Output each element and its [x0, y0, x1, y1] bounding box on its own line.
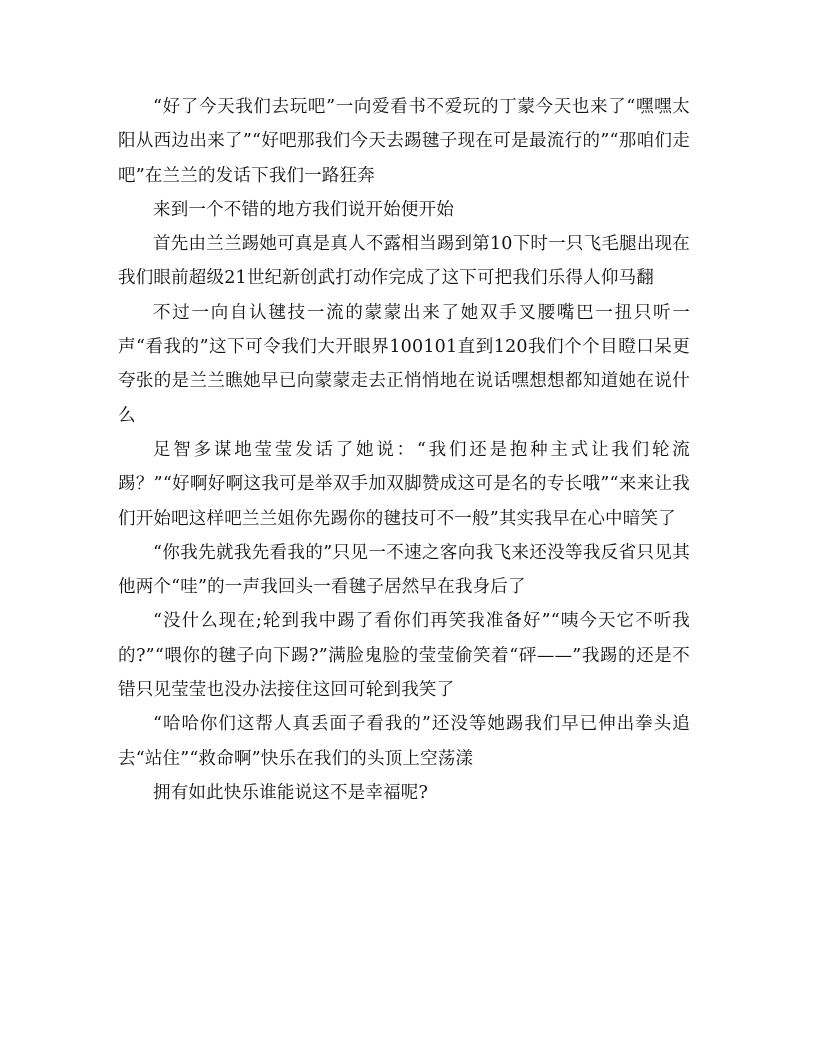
document-body	[118, 90, 690, 810]
paragraph-6: “你我先就我先看我的”只见一不速之客向我飞来还没等我反省只见其他两个“哇”的一声我回头一看毽子居然早在我身后了	[118, 542, 690, 598]
paragraph-9: 拥有如此快乐谁能说这不是幸福呢?	[153, 782, 429, 803]
paragraph-3: 首先由兰兰踢她可真是真人不露相当踢到第10下时一只飞毛腿出现在我们眼前超级21世纪新创武打动作完成了这下可把我们乐得人仰马翻	[118, 234, 690, 289]
paragraph-2: 来到一个不错的地方我们说开始便开始	[153, 199, 454, 220]
paragraph-5: 足智多谋地莹莹发话了她说：“我们还是抱种主式让我们轮流踢？”“好啊好啊这我可是举双手加双脚赞成这可是名的专长哦”“来来让我们开始吧这样吧兰兰姐你先踢你的毽技可不一般”其实我早在心中暗笑了	[118, 439, 690, 529]
paragraph-4: 不过一向自认毽技一流的蒙蒙出来了她双手叉腰嘴巴一扭只听一声“看我的”这下可令我们大开眼界100101直到120我们个个目瞪口呆更夸张的是兰兰瞧她早已向蒙蒙走去正悄悄地在说话嘿想想都知道她在说什么	[118, 302, 690, 426]
paragraph-8: “哈哈你们这帮人真丢面子看我的”还没等她踢我们早已伸出拳头追去“站住”“救命啊”快乐在我们的头顶上空荡漾	[118, 714, 690, 769]
paragraph-1: “好了今天我们去玩吧”一向爱看书不爱玩的丁蒙今天也来了“嘿嘿太阳从西边出来了”“好吧那我们今天去踢毽子现在可是最流行的”“那咱们走吧”在兰兰的发话下我们一路狂奔	[118, 97, 690, 186]
paragraph-7: “没什么现在;轮到我中踢了看你们再笑我准备好”“咦今天它不听我的?”“喂你的毽子向下踢?”满脸鬼脸的莹莹偷笑着“砰——”我踢的还是不错只见莹莹也没办法接住这回可轮到我笑了	[118, 611, 690, 701]
